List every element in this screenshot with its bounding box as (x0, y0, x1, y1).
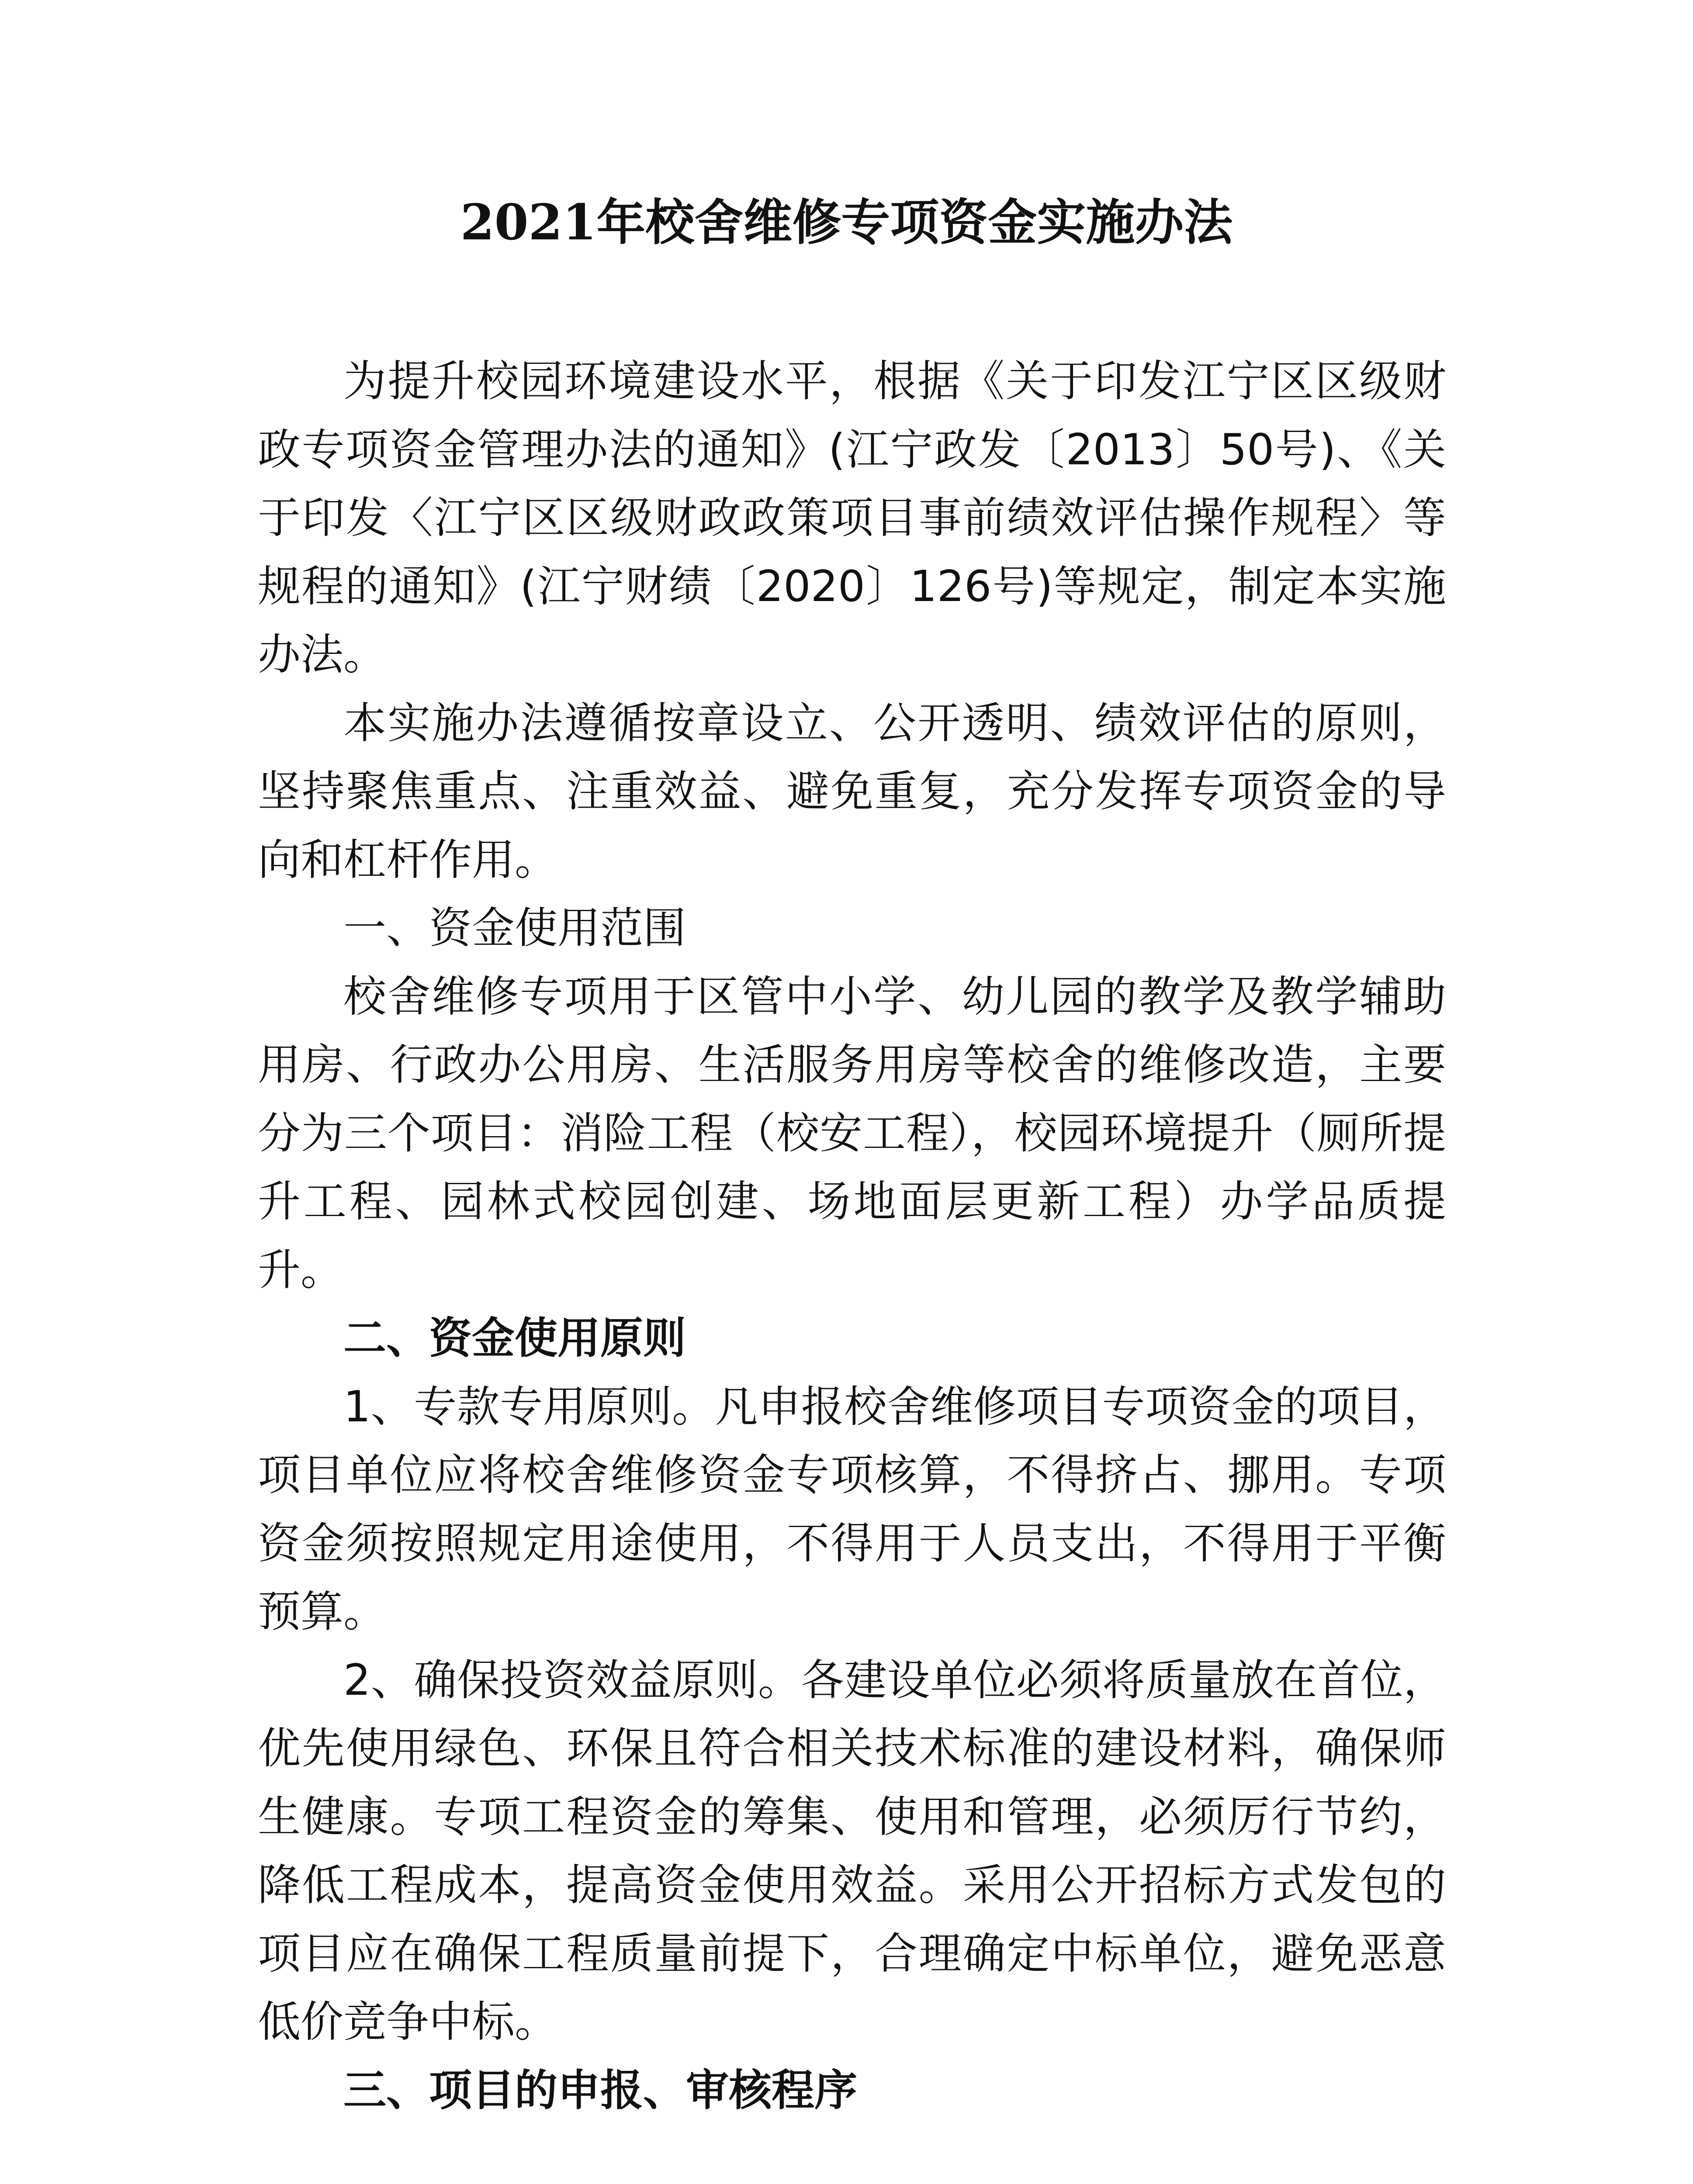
section-heading-1: 一、资金使用范围 (343, 903, 686, 953)
document-body (258, 347, 1446, 2125)
scope-paragraph: 校舍维修专项用于区管中小学、幼儿园的教学及教学辅助用房、行政办公用房、生活服务用房等校舍的维修改造，主要分为三个项目：消险工程（校安工程），校园环境提升（厕所提升工程、园林式校园创建、场地面层更新工程）办学品质提升。 (258, 971, 1446, 1295)
principle-paragraph: 本实施办法遵循按章设立、公开透明、绩效评估的原则，坚持聚焦重点、注重效益、避免重复，充分发挥专项资金的导向和杠杆作用。 (258, 698, 1446, 885)
intro-paragraph: 为提升校园环境建设水平，根据《关于印发江宁区区级财政专项资金管理办法的通知》(江宁政发〔2013〕50号)、《关于印发〈江宁区区级财政政策项目事前绩效评估操作规程〉等规程的通知》(江宁财绩〔2020〕126号)等规定，制定本实施办法。 (258, 356, 1447, 680)
rule-paragraph-1: 1、专款专用原则。凡申报校舍维修项目专项资金的项目，项目单位应将校舍维修资金专项核算，不得挤占、挪用。专项资金须按照规定用途使用，不得用于人员支出，不得用于平衡预算。 (258, 1382, 1446, 1637)
document-title: 2021年校舍维修专项资金实施办法 (460, 194, 1233, 251)
rule-paragraph-2: 2、确保投资效益原则。各建设单位必须将质量放在首位，优先使用绿色、环保且符合相关技术标准的建设材料，确保师生健康。专项工程资金的筹集、使用和管理，必须厉行节约，降低工程成本，提高资金使用效益。采用公开招标方式发包的项目应在确保工程质量前提下，合理确定中标单位，避免恶意低价竞争中标。 (258, 1655, 1446, 2047)
section-heading-3: 三、项目的申报、审核程序 (343, 2065, 858, 2115)
section-heading-2: 二、资金使用原则 (343, 1313, 686, 1363)
